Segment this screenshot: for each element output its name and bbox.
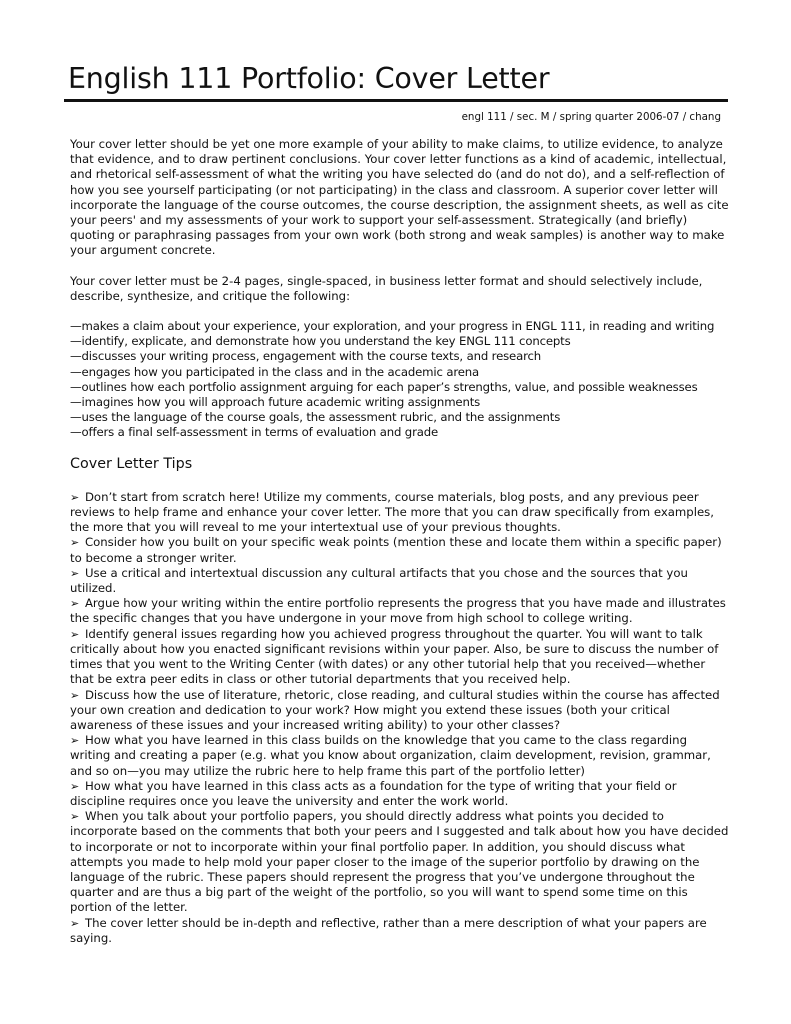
course-byline: engl 111 / sec. M / spring quarter 2006-07 / chang <box>461 111 721 123</box>
tip-item <box>70 688 730 734</box>
tip-text: Don’t start from scratch here! Utilize my comments, course materials, blog posts, and any previous peer reviews to help frame and enhance your cover letter. The more that you can draw specifically from examples, the more that you will reveal to me your intertextual use of your previous thoughts. <box>70 489 714 535</box>
tips-list <box>70 490 730 946</box>
tip-item <box>70 535 730 565</box>
requirements-list <box>70 319 730 441</box>
arrow-bullet-icon: ➢ <box>70 536 80 550</box>
document-body <box>70 137 730 946</box>
requirements-paragraph: Your cover letter must be 2-4 pages, single-spaced, in business letter format and should selectively include, describe, synthesize, and critique the following: <box>70 273 703 303</box>
arrow-bullet-icon: ➢ <box>70 490 80 504</box>
tip-item <box>70 596 730 626</box>
arrow-bullet-icon: ➢ <box>70 627 80 641</box>
tips-heading: Cover Letter Tips <box>70 455 193 472</box>
intro-paragraph: Your cover letter should be yet one more example of your ability to make claims, to utilize evidence, to analyze that evidence, and to draw pertinent conclusions. Your cover letter functions as a kind of academic, intellectual, and rhetorical self-assessment of what the writing you have selected do (and do not do), and a self-reflection of how you see yourself participating (or not participating) in the class and classroom. A superior cover letter will incorporate the language of the course outcomes, the course description, the assignment sheets, as well as cite your peers' and my assessments of your work to support your self-assessment. Strategically (and briefly) quoting or paraphrasing passages from your own work (both strong and weak samples) is another way to make your argument concrete. <box>70 137 729 258</box>
arrow-bullet-icon: ➢ <box>70 779 80 793</box>
tip-item <box>70 916 730 946</box>
tip-text: Discuss how the use of literature, rhetoric, close reading, and cultural studies within the course has affected your own creation and dedication to your work? How might you extend these issues (both your critical awareness of these issues and your increased writing ability) to your other classes? <box>70 687 720 732</box>
arrow-bullet-icon: ➢ <box>70 810 80 824</box>
arrow-bullet-icon: ➢ <box>70 566 80 580</box>
arrow-bullet-icon: ➢ <box>70 597 80 611</box>
arrow-bullet-icon: ➢ <box>70 916 80 930</box>
tip-text: Consider how you built on your specific weak points (mention these and locate them within a specific paper) to become a stronger writer. <box>70 535 722 565</box>
list-item: —makes a claim about your experience, your exploration, and your progress in ENGL 111, in reading and writing <box>70 319 715 334</box>
title-rule <box>64 99 728 102</box>
tip-item <box>70 490 730 536</box>
tip-item <box>70 809 730 915</box>
tip-text: Use a critical and intertextual discussion any cultural artifacts that you chose and the sources that you utilized. <box>70 565 688 596</box>
tip-text: The cover letter should be in-depth and reflective, rather than a mere description of what your papers are saying. <box>70 915 707 945</box>
list-item: —discusses your writing process, engagement with the course texts, and research <box>70 349 542 364</box>
list-item: —imagines how you will approach future academic writing assignments <box>70 395 481 410</box>
list-item: —offers a final self-assessment in terms of evaluation and grade <box>70 425 439 440</box>
tip-text: How what you have learned in this class acts as a foundation for the type of writing that your field or discipline requires once you leave the university and enter the work world. <box>70 778 677 808</box>
arrow-bullet-icon: ➢ <box>70 734 80 748</box>
tip-text: When you talk about your portfolio papers, you should directly address what points you decided to incorporate based on the comments that both your peers and I suggested and talk about how you have decided to incorporate or not to incorporate within your final portfolio paper. In addition, you should discuss what attempts you made to help mold your paper closer to the image of the superior portfolio by drawing on the language of the rubric. These papers should represent the progress that you’ve undergone throughout the quarter and are thus a big part of the weight of the portfolio, so you will want to spend some time on this portion of the letter. <box>70 809 729 915</box>
tip-text: Argue how your writing within the entire portfolio represents the progress that you have made and illustrates the specific changes that you have undergone in your move from high school to college writing. <box>70 596 726 626</box>
list-item: —engages how you participated in the class and in the academic arena <box>70 364 480 379</box>
tip-item <box>70 566 730 596</box>
list-item: —uses the language of the course goals, the assessment rubric, and the assignments <box>70 410 561 425</box>
arrow-bullet-icon: ➢ <box>70 688 80 702</box>
tip-text: Identify general issues regarding how you achieved progress throughout the quarter. You will want to talk critically about how you enacted significant revisions within your paper. Also, be sure to discuss the number of times that you went to the Writing Center (with dates) or any other tutorial help that you received—whether that be extra peer edits in class or other tutorial departments that you received help. <box>70 626 719 687</box>
tip-text: How what you have learned in this class builds on the knowledge that you came to the class regarding writing and creating a paper (e.g. what you know about organization, claim development, revision, grammar, and so on—you may utilize the rubric here to help frame this part of the portfolio letter) <box>70 733 711 778</box>
tip-item <box>70 733 730 779</box>
list-item: —outlines how each portfolio assignment arguing for each paper’s strengths, value, and possible weaknesses <box>70 379 698 394</box>
list-item: —identify, explicate, and demonstrate how you understand the key ENGL 111 concepts <box>70 334 571 349</box>
page-title: English 111 Portfolio: Cover Letter <box>68 62 550 95</box>
tip-item <box>70 779 730 809</box>
tip-item <box>70 627 730 688</box>
